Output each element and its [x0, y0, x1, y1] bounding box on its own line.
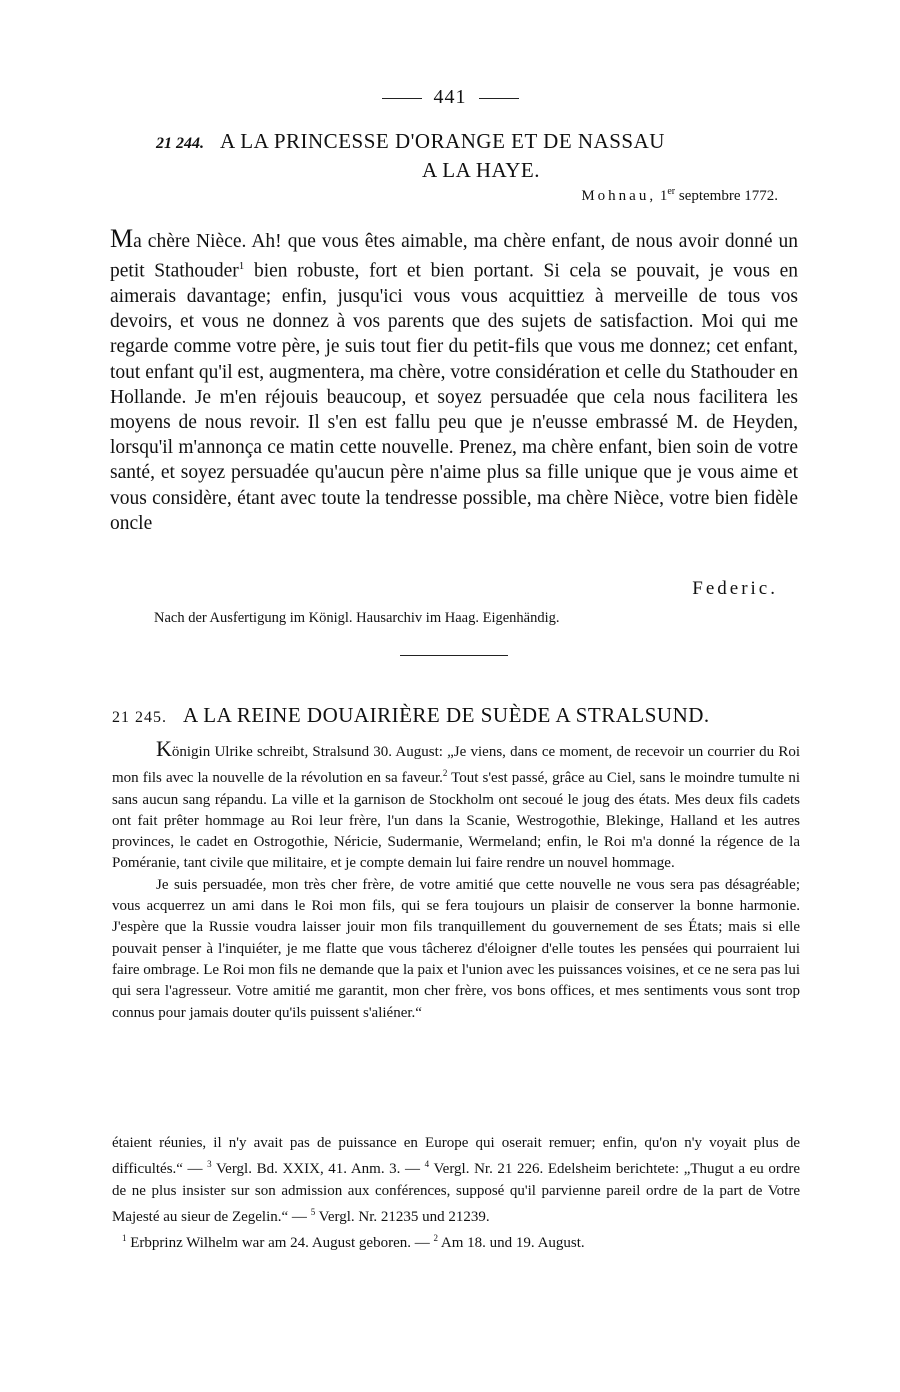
- letter-number: 21 245.: [112, 709, 167, 726]
- letter-signature: Federic.: [692, 578, 778, 599]
- footnote-continuation: [112, 1133, 800, 1228]
- letter-dateline: [400, 186, 778, 205]
- letter-body-part2: bien robuste, fort et bien portant. Si cela se pouvait, je vous en aimerais davantage; enfin, jusqu'ici vous vous acquittiez à merveille de tous vos devoirs, et vous ne donnez à vos parents que des sujets de satisfaction. Moi qui me regarde comme votre père, je suis tout fier du petit-fils que vous me donnez; cet enfant, tout enfant qu'il est, augmentera, ma chère, votre considération et celle du Stathouder en Hollande. Je m'en réjouis beaucoup, et soyez persuadée que cela nous facilitera les moyens de nous revoir. Il s'en est fallu peu que je n'eusse embrassé M. de Heyden, lorsqu'il m'annonça ce matin cette nouvelle. Prenez, ma chère enfant, bien soin de votre santé, et soyez persuadée qu'aucun père n'aime plus sa fille unique que je vous aime et vous considère, étant avec toute la tendresse possible, ma chère Nièce, votre bien fidèle oncle: [110, 260, 798, 534]
- letter-21244-heading: [156, 128, 776, 184]
- page-number-text: 441: [433, 86, 467, 108]
- dateline-rest: septembre 1772.: [678, 188, 778, 204]
- quote-paragraph-1: [112, 738, 800, 875]
- footnote-cont-part2: Vergl. Bd. XXIX, 41. Anm. 3. —: [211, 1161, 425, 1178]
- footnote-mark-4: 4: [424, 1159, 430, 1170]
- letter-title-line1: A LA PRINCESSE D'ORANGE ET DE NASSAU: [220, 129, 665, 153]
- footnote-cont-part1: étaient réunies, il n'y avait pas de puissance en Europe qui oserait remuer; enfin, qu'on n'y voyait plus de difficultés.“ —: [112, 1135, 800, 1178]
- page-number: [0, 86, 900, 109]
- letter-number: 21 244.: [156, 135, 204, 152]
- footnote-mark-2: 2: [433, 1233, 438, 1244]
- quote-dropcap: K: [156, 736, 172, 761]
- footnote-ref-2: 2: [442, 768, 448, 779]
- page-number-dash-right: [479, 98, 519, 99]
- letter-dropcap: M: [110, 224, 134, 253]
- letter-quote: [112, 738, 800, 1024]
- letter-body: [110, 226, 798, 536]
- letter-21245-heading: [112, 703, 812, 728]
- footnote-cont-part3: Vergl. Nr. 21 226. Edelsheim berichtete: „Thugut a eu ordre de ne plus insister sur son admission aux conférences, supposé qu'il parvienne pareil ordre de la part de Votre Majesté au sieur de Zegelin.“ —: [112, 1161, 800, 1225]
- letter-title-line2: A LA HAYE.: [422, 158, 540, 182]
- section-divider: [400, 655, 508, 656]
- quote-paragraph-1-part2: Tout s'est passé, grâce au Ciel, sans le moindre tumulte ni sans aucun sang répandu. La ville et la garnison de Stockholm ont secoué le joug des états. Mes deux fils cadets ont fait prêter hommage au Roi leur frère, l'un dans la Scanie, Westrogothie, Blekinge, Halland et les autres provinces, le cadet en Ostrogothie, Néricie, Sudermanie, Wermeland; enfin, le Roi m'a donné la régence de la Poméranie, tant civile que militaire, et je compte demain lui faire rendre un nouvel hommage.: [112, 770, 800, 872]
- dateline-day: 1: [659, 188, 668, 204]
- letter-body-part1: a chère Nièce. Ah! que vous êtes aimable, ma chère enfant, de nous avoir donné un petit Stathouder: [110, 231, 798, 282]
- footnote-mark-5: 5: [310, 1206, 316, 1217]
- footnote-ref-1: 1: [238, 260, 245, 273]
- footnote-line: [112, 1228, 800, 1254]
- dateline-sup: er: [667, 186, 676, 197]
- dateline-place: Mohnau,: [581, 188, 657, 204]
- letter-title: A LA REINE DOUAIRIÈRE DE SUÈDE A STRALSUND.: [183, 703, 710, 727]
- footnote-mark-1: 1: [122, 1233, 127, 1244]
- footnote-mark-3: 3: [207, 1159, 212, 1170]
- page-number-dash-left: [382, 98, 422, 99]
- footnotes: [112, 1133, 800, 1254]
- quote-paragraph-2: Je suis persuadée, mon très cher frère, de votre amitié que cette nouvelle ne vous sera pas désagréable; vous acquerrez un ami dans le Roi mon fils, qui se fera toujours un plaisir de conserver la bonne harmonie. J'espère que la Russie voudra laisser jouir mon fils tranquillement du gouvernement de ses États; mais si elle pouvait penser à l'inquiéter, je me flatte que vous tâcherez d'éloigner d'elle toutes les pensées qui pourraient lui faire ombrage. Le Roi mon fils ne demande que la paix et l'union avec les puissances voisines, et ce ne sera pas lui qui sera l'agresseur. Votre amitié me garantit, mon cher frère, vos bons offices, et mes sentiments vous sont trop connus pour jamais douter qu'ils puissent s'aliéner.“: [112, 876, 800, 1021]
- footnote-1-text: Erbprinz Wilhelm war am 24. August geboren. —: [126, 1235, 434, 1252]
- source-note: Nach der Ausfertigung im Königl. Hausarchiv im Haag. Eigenhändig.: [154, 610, 560, 626]
- footnote-cont-part4: Vergl. Nr. 21235 und 21239.: [315, 1208, 490, 1225]
- footnote-2-text: Am 18. und 19. August.: [437, 1235, 585, 1252]
- quote-paragraph-1-part1: önigin Ulrike schreibt, Stralsund 30. August: „Je viens, dans ce moment, de recevoir un courrier du Roi mon fils avec la nouvelle de la révolution en sa faveur.: [112, 744, 800, 787]
